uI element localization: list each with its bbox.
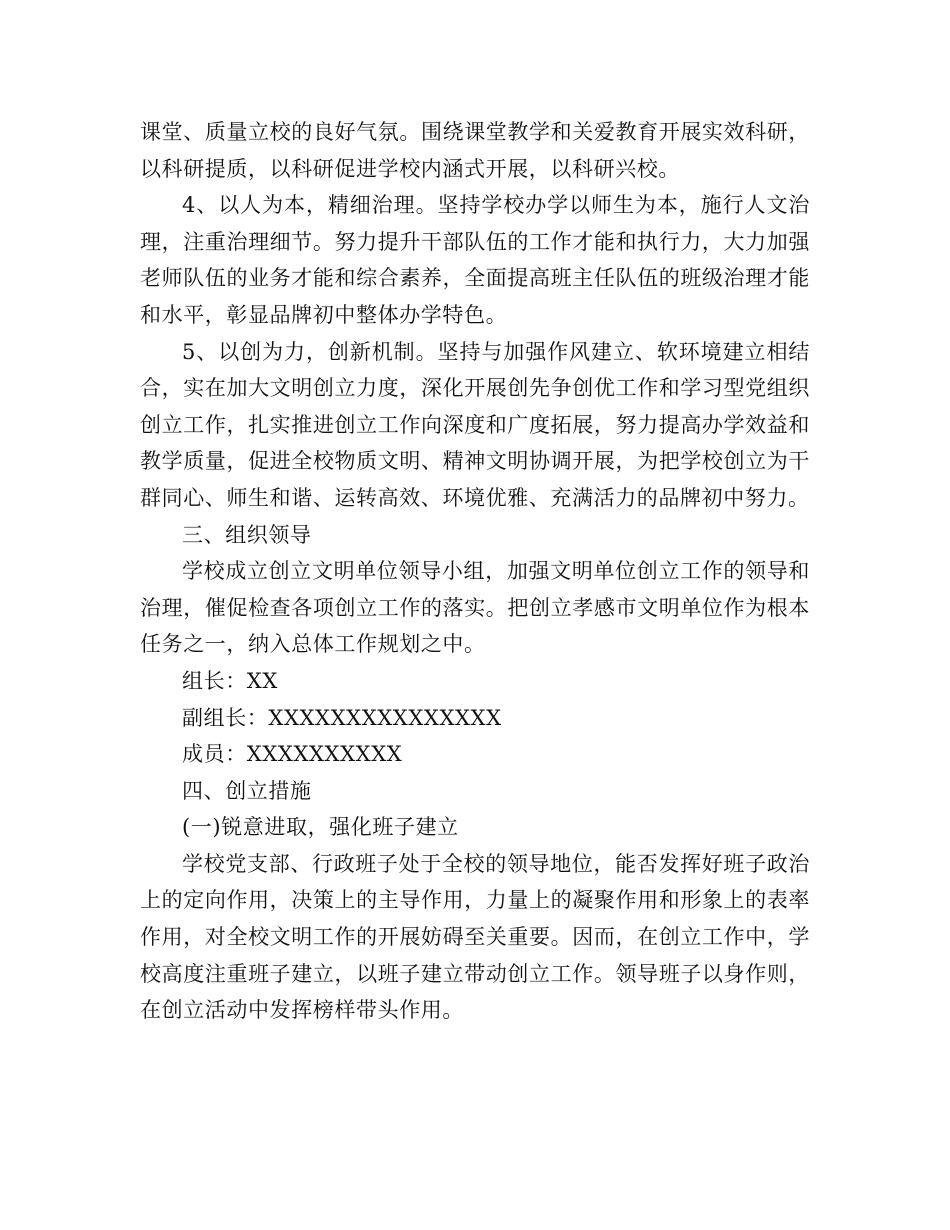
section-heading-organization: 三、组织领导 bbox=[182, 522, 312, 547]
paragraph-3: 5、以创为力，创新机制。坚持与加强作风建立、软环境建立相结合，实在加大文明创立力度，深化开展创先争创优工作和学习型党组织创立工作，扎实推进创立工作向深度和广度拓展，努力提高办学效益和教学质量，促进全校物质文明、精神文明协调开展，为把学校创立为干群同心、师生和谐、运转高效、环境优雅、充满活力的品牌初中努力。 bbox=[140, 339, 810, 510]
subsection-heading-1: (一)锐意进取，强化班子建立 bbox=[182, 815, 459, 840]
document-page bbox=[140, 114, 810, 1029]
section-heading-measures: 四、创立措施 bbox=[182, 778, 312, 803]
paragraph-2: 4、以人为本，精细治理。坚持学校办学以师生为本，施行人文治理，注重治理细节。努力提升干部队伍的工作才能和执行力，大力加强老师队伍的业务才能和综合素养，全面提高班主任队伍的班级治理才能和水平，彰显品牌初中整体办学特色。 bbox=[140, 193, 810, 327]
members-line: 成员：XXXXXXXXXX bbox=[182, 742, 403, 767]
group-leader-line: 组长：XX bbox=[182, 668, 278, 693]
paragraph-5: 学校党支部、行政班子处于全校的领导地位，能否发挥好班子政治上的定向作用，决策上的主导作用，力量上的凝聚作用和形象上的表率作用，对全校文明工作的开展妨碍至关重要。因而，在创立工作中，学校高度注重班子建立，以班子建立带动创立工作。领导班子以身作则，在创立活动中发挥榜样带头作用。 bbox=[140, 851, 810, 1023]
deputy-leader-line: 副组长：XXXXXXXXXXXXXXX bbox=[182, 705, 502, 730]
paragraph-4: 学校成立创立文明单位领导小组，加强文明单位创立工作的领导和治理，催促检查各项创立工作的落实。把创立孝感市文明单位作为根本任务之一，纳入总体工作规划之中。 bbox=[140, 559, 810, 657]
paragraph-1: 课堂、质量立校的良好气氛。围绕课堂教学和关爱教育开展实效科研，以科研提质，以科研促进学校内涵式开展，以科研兴校。 bbox=[140, 120, 810, 181]
